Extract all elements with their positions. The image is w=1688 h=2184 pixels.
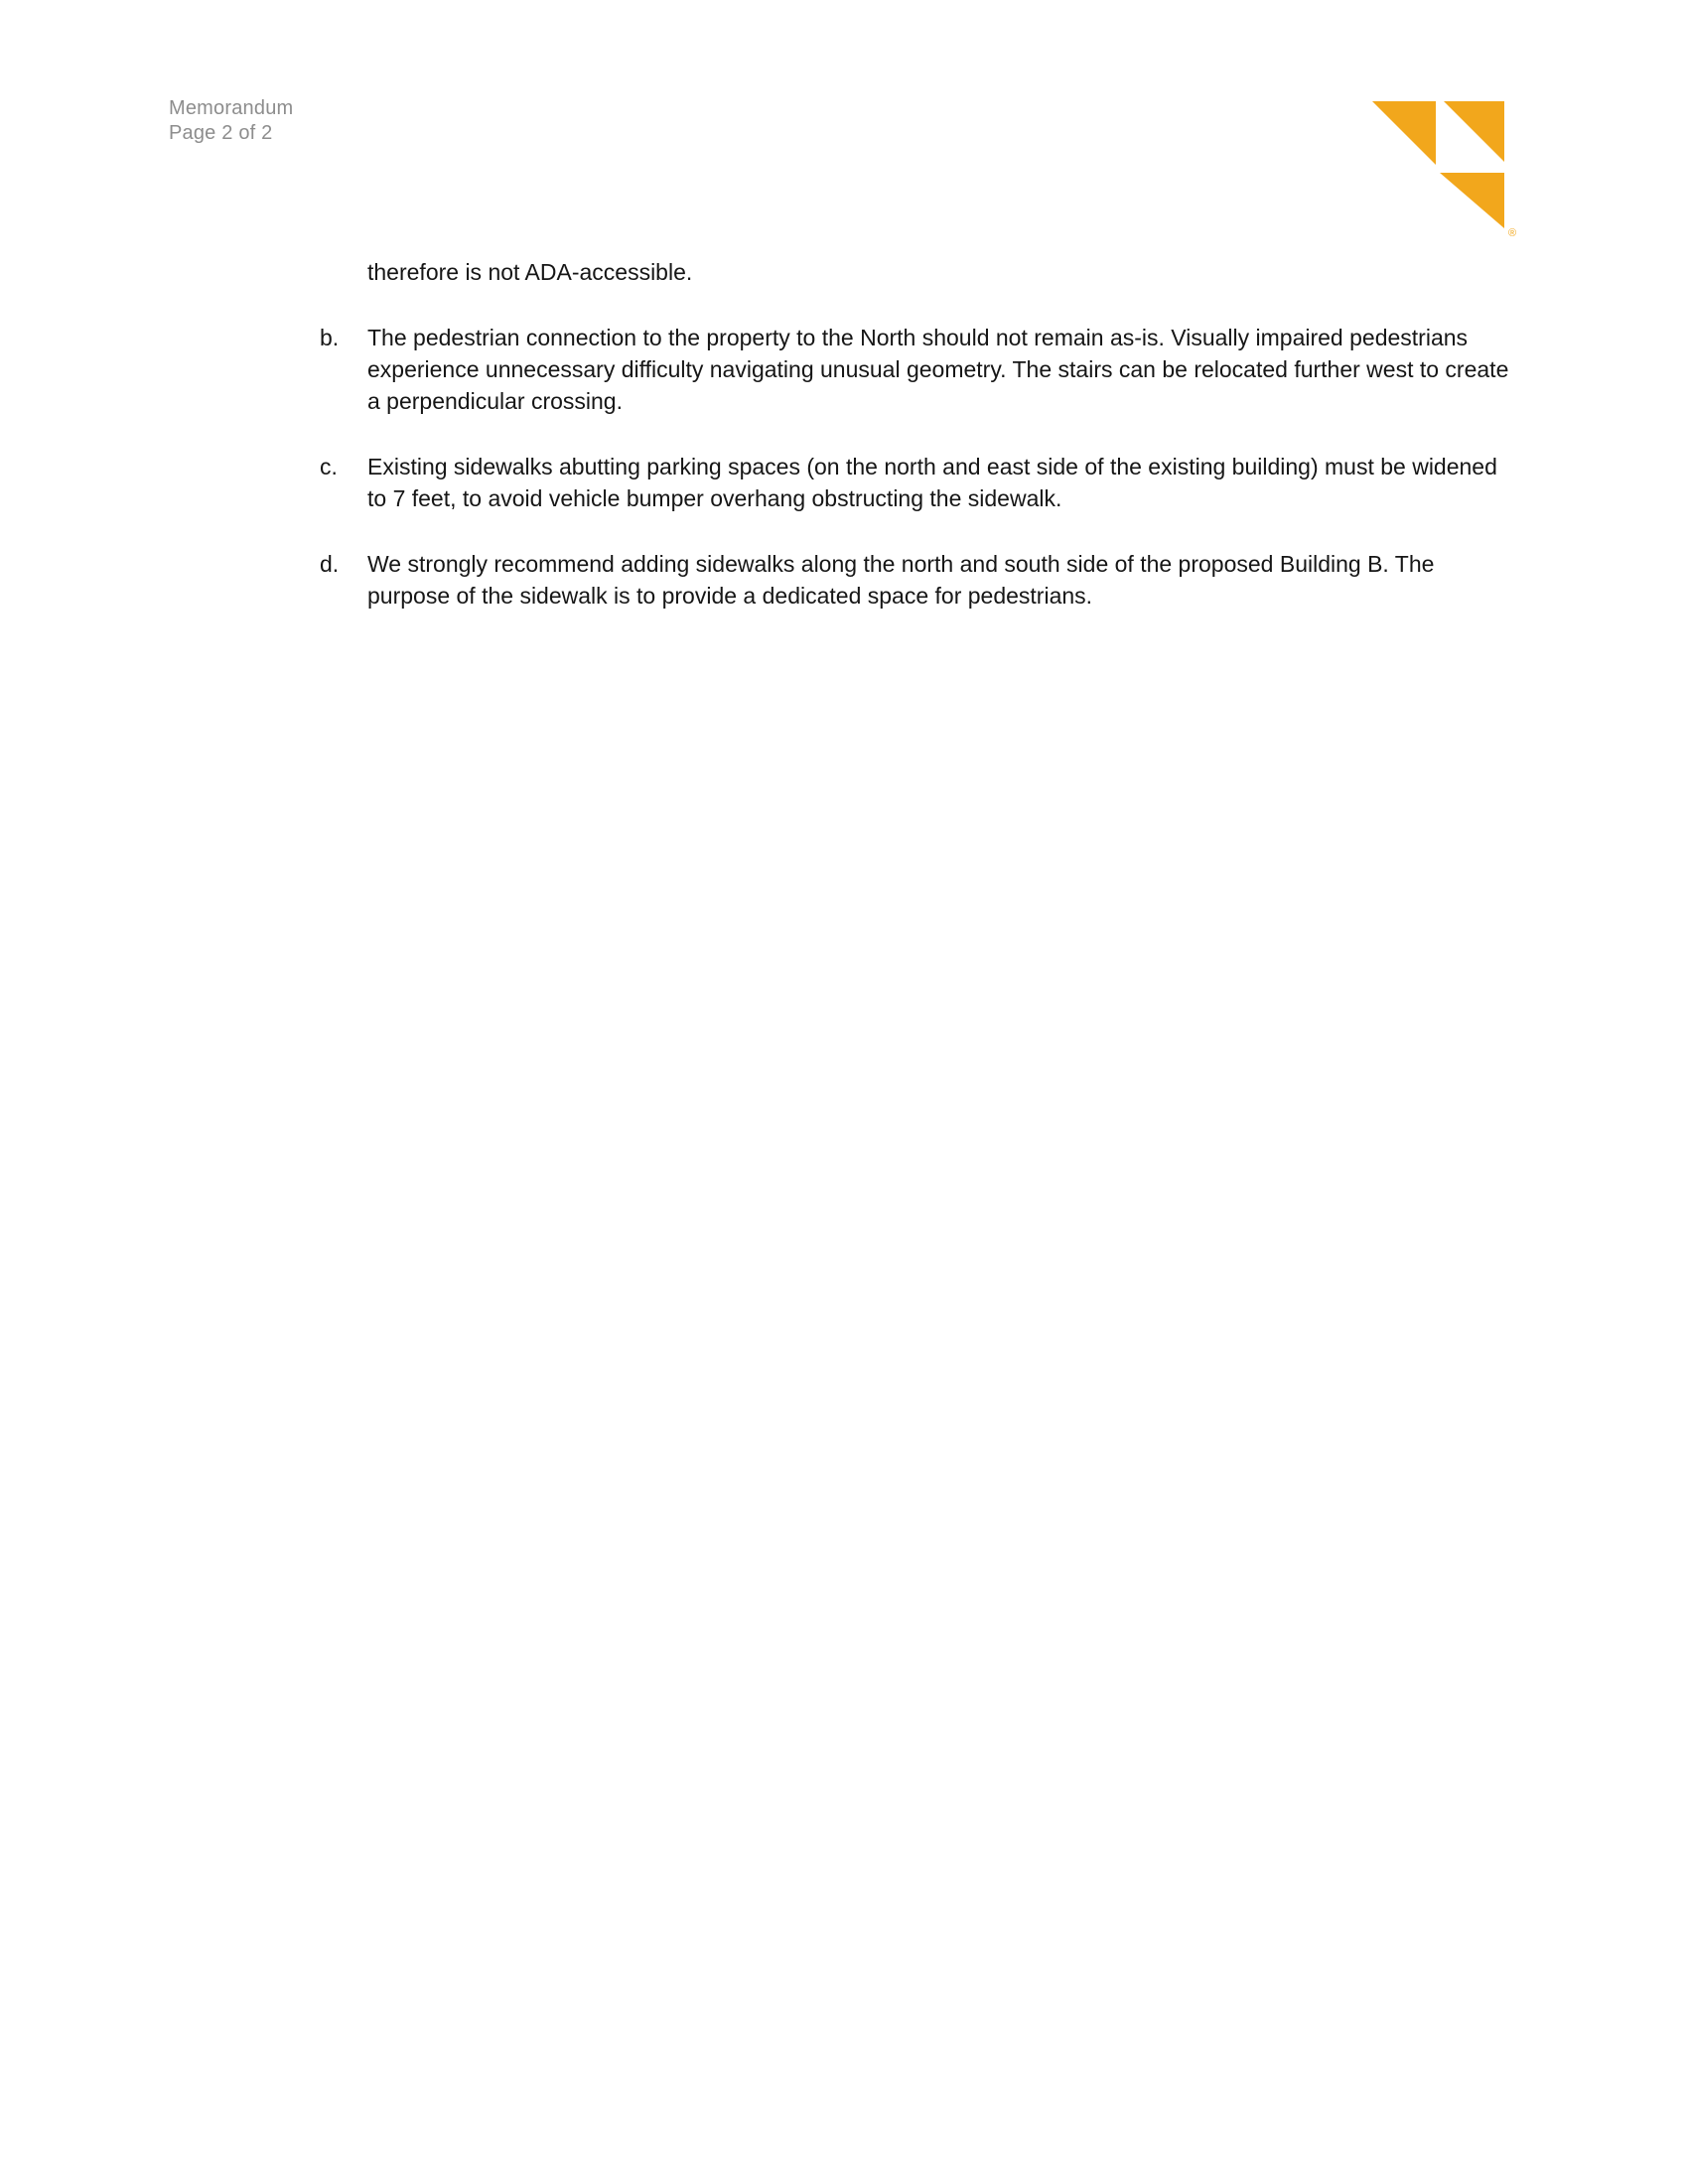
logo-triangle-top-right: [1444, 101, 1504, 162]
list-item-text: We strongly recommend adding sidewalks along the north and south side of the proposed Building B. The purpose of the sidewalk is to provide a dedicated space for pedestrians.: [367, 551, 1435, 609]
list-item-text: Existing sidewalks abutting parking spaces (on the north and east side of the existing building) must be widened to 7 feet, to avoid vehicle bumper overhang obstructing the sidewalk.: [367, 454, 1497, 511]
continuation-line: therefore is not ADA-accessible.: [367, 259, 693, 285]
company-logo-icon: [1370, 99, 1519, 238]
list-item-marker: b.: [320, 325, 340, 350]
list-item: [320, 322, 1519, 417]
page-number-label: Page 2 of 2: [169, 122, 273, 144]
list-item-text: The pedestrian connection to the property to the North should not remain as-is. Visually impaired pedestrians experience unnecessary difficulty navigating unusual geometry. The stairs can be relocated further west to create a perpendicular crossing.: [367, 325, 1509, 414]
registered-trademark-icon: ®: [1508, 227, 1517, 238]
list-item-marker: c.: [320, 454, 338, 479]
doc-type-label: Memorandum: [169, 97, 294, 119]
list-item: [320, 548, 1519, 612]
logo-triangle-bottom-right: [1440, 173, 1504, 228]
list-item-marker: d.: [320, 551, 340, 577]
logo-triangle-large: [1372, 101, 1436, 165]
list-item: [320, 451, 1519, 514]
page-header: [169, 96, 293, 146]
memo-body: [320, 256, 1519, 645]
